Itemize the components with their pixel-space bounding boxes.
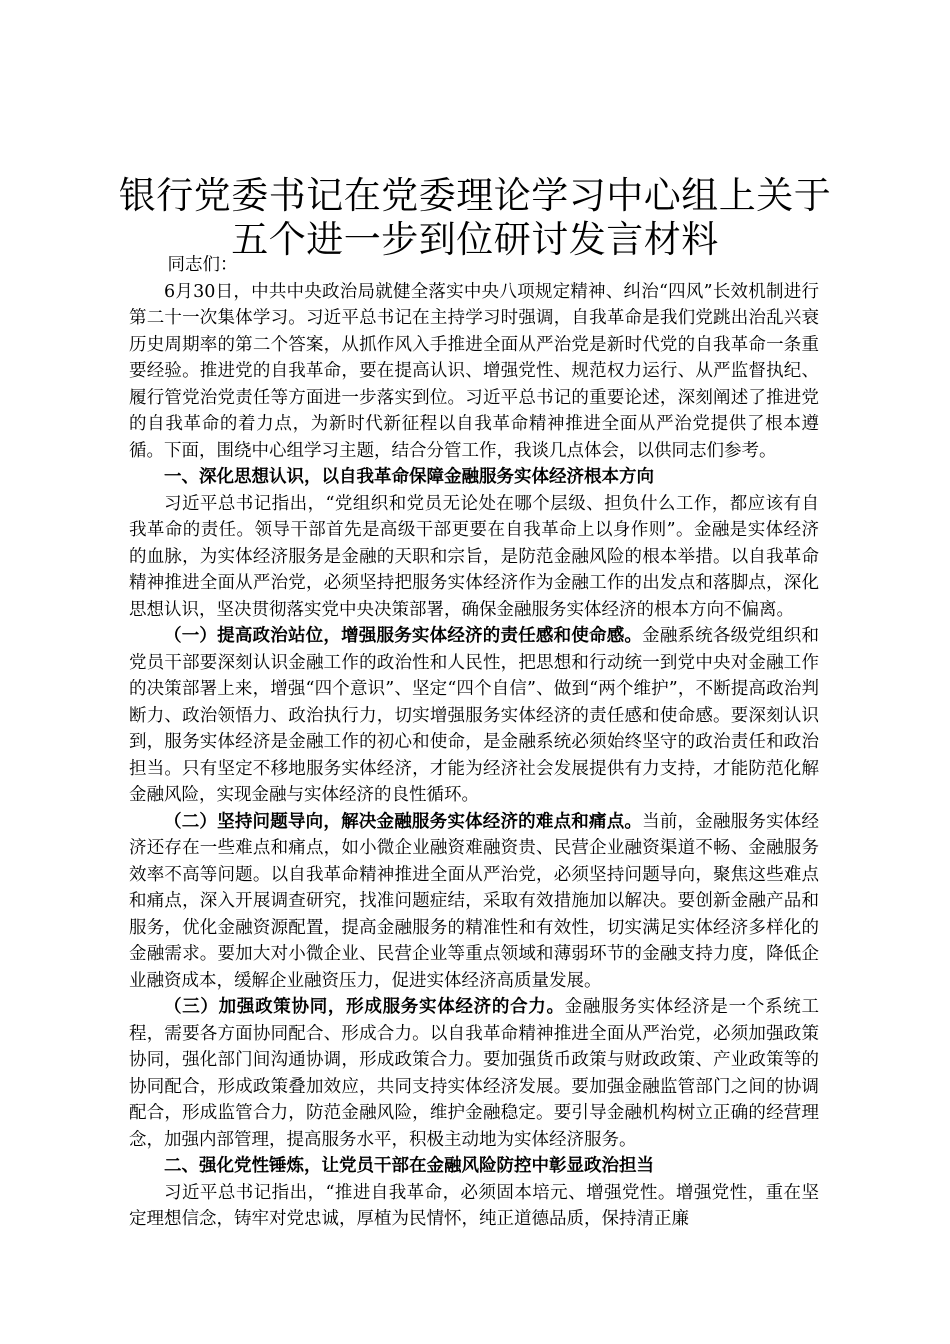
intro-paragraph: 6月30日，中共中央政治局就健全落实中央八项规定精神、纠治“四风”长效机制进行第二十一次集体学习。习近平总书记在主持学习时强调，自我革命是我们党跳出治乱兴衰历史周期率的第二个答案，从抓作风入手推进全面从严治党是新时代党的自我革命一条重要经验。推进党的自我革命，要在提高认识、增强党性、规范权力运行、从严监督执纪、履行管党治党责任等方面进一步落实到位。习近平总书记的重要论述，深刻阐述了推进党的自我革命的着力点，为新时代新征程以自我革命精神推进全面从严治党提供了根本遵循。下面，围绕中心组学习主题，结合分管工作，我谈几点体会，以供同志们参考。 [129,281,819,461]
section-paragraph: 习近平总书记指出，“推进自我革命，必须固本培元、增强党性。增强党性，重在坚定理想信念，铸牢对党忠诚，厚植为民情怀，纯正道德品质，保持清正廉 [129,1182,819,1229]
section-heading-1: 一、深化思想认识，以自我革命保障金融服务实体经济根本方向 [164,467,654,487]
section-heading-2: 二、强化党性锤炼，让党员干部在金融风险防控中彰显政治担当 [164,1156,654,1176]
subsection-paragraph-1 [129,623,819,809]
subsection-text-1: 金融系统各级党组织和党员干部要深刻认识金融工作的政治性和人民性，把思想和行动统一到党中央对金融工作的决策部署上来，增强“四个意识”、坚定“四个自信”、做到“两个维护”，不断提高政治判断力、政治领悟力、政治执行力，切实增强服务实体经济的责任感和使命感。要深刻认识到，服务实体经济是金融工作的初心和使命，是金融系统必须始终坚守的政治责任和政治担当。只有坚定不移地服务实体经济，才能为经济社会发展提供有力支持，才能防范化解金融风险，实现金融与实体经济的良性循环。 [129,626,819,805]
document-body [129,252,819,1233]
subsection-title-2: （二）坚持问题导向，解决金融服务实体经济的难点和痛点。 [164,811,643,832]
subsection-title-3: （三）加强政策协同，形成服务实体经济的合力。 [164,997,565,1017]
subsection-text-3: 金融服务实体经济是一个系统工程，需要各方面协同配合、形成合力。以自我革命精神推进全面从严治党，必须加强政策协同，强化部门间沟通协调，形成政策合力。要加强货币政策与财政政策、产业政策等的协同配合，形成政策叠加效应，共同支持实体经济发展。要加强金融监管部门之间的协调配合，形成监管合力，防范金融风险，维护金融稳定。要引导金融机构树立正确的经营理念，加强内部管理，提高服务水平，积极主动地为实体经济服务。 [129,997,820,1150]
subsection-text-2: 当前，金融服务实体经济还存在一些难点和痛点，如小微企业融资难融资贵、民营企业融资渠道不畅、金融服务效率不高等问题。以自我革命精神推进全面从严治党，必须坚持问题导向，聚焦这些难点和痛点，深入开展调查研究，找准问题症结，采取有效措施加以解决。要创新金融产品和服务，优化金融资源配置，提高金融服务的精准性和有效性，切实满足实体经济多样化的金融需求。要加大对小微企业、民营企业等重点领域和薄弱环节的金融支持力度，降低企业融资成本，缓解企业融资压力，促进实体经济高质量发展。 [129,811,819,991]
salutation: 同志们： [167,255,238,275]
subsection-title-1: （一）提高政治站位，增强服务实体经济的责任感和使命感。 [164,626,643,646]
section-paragraph: 习近平总书记指出，“党组织和党员无论处在哪个层级、担负什么工作，都应该有自我革命的责任。领导干部首先是高级干部更要在自我革命上以身作则”。金融是实体经济的血脉，为实体经济服务是金融的天职和宗旨，是防范金融风险的根本举措。以自我革命精神推进全面从严治党，必须坚持把服务实体经济作为金融工作的出发点和落脚点，深化思想认识，坚决贯彻落实党中央决策部署，确保金融服务实体经济的根本方向不偏离。 [129,493,819,620]
document-title: 银行党委书记在党委理论学习中心组上关于五个进一步到位研讨发言材料 [118,174,832,261]
subsection-paragraph-3 [129,994,819,1153]
subsection-paragraph-2 [129,809,819,995]
